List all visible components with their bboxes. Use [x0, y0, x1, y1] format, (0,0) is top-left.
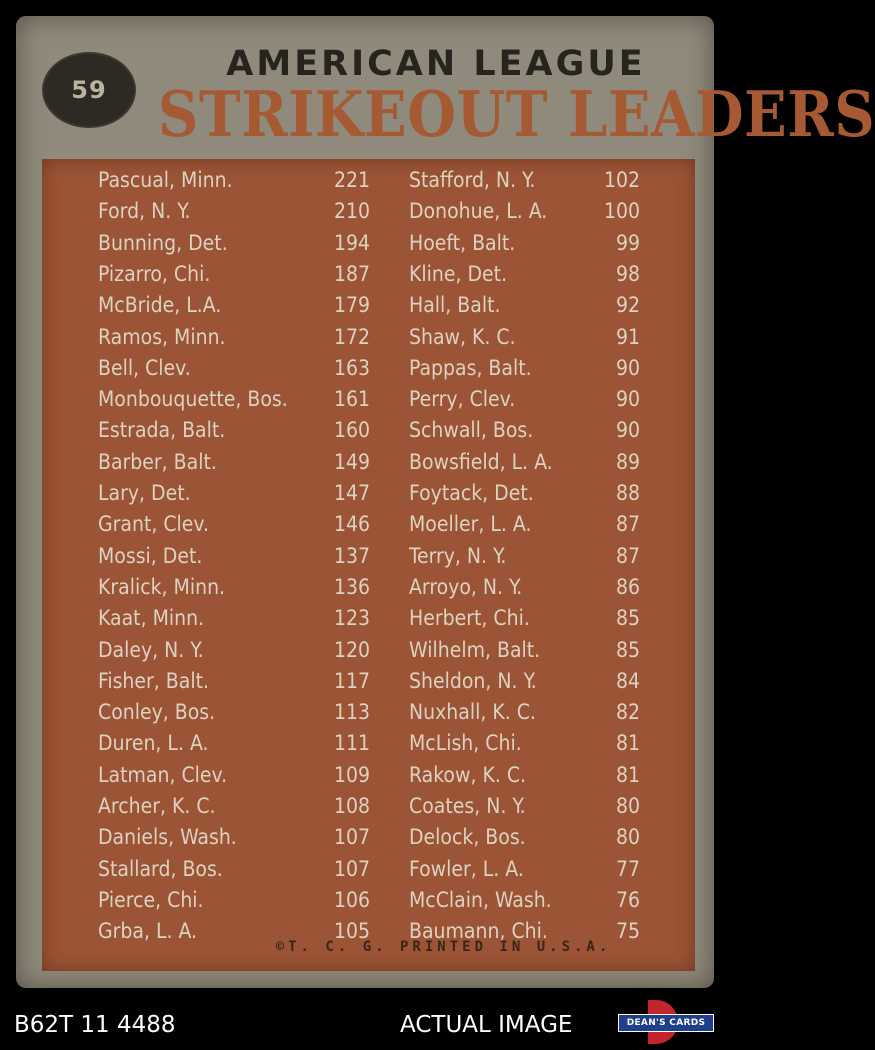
pitcher-name-left: Pascual, Minn. [98, 168, 233, 192]
strikeouts-right: 80 [615, 825, 640, 850]
pitcher-name-right: Foytack, Det. [409, 481, 534, 505]
pitcher-name-left: Bunning, Det. [98, 230, 228, 255]
pitcher-name-left: Ramos, Minn. [98, 324, 226, 349]
pitcher-name-left: Daley, N. Y. [98, 637, 204, 662]
strikeouts-right: 92 [615, 293, 640, 318]
pitcher-name-left: Grant, Clev. [98, 512, 209, 537]
strikeouts-right: 76 [615, 887, 640, 912]
pitcher-name-right: Moeller, L. A. [409, 512, 532, 537]
strikeouts-left: 106 [333, 887, 370, 912]
strikeouts-left: 107 [333, 825, 370, 850]
leader-row [42, 822, 695, 853]
league-heading: AMERICAN LEAGUE [226, 44, 646, 84]
leader-row [42, 196, 695, 227]
strikeouts-right: 98 [615, 261, 640, 286]
strikeouts-right: 77 [615, 856, 640, 881]
strikeouts-right: 87 [615, 543, 640, 568]
card-title: STRIKEOUT LEADERS [158, 78, 875, 152]
strikeouts-left: 147 [333, 481, 370, 505]
pitcher-name-left: Mossi, Det. [98, 543, 203, 568]
leader-row [42, 728, 695, 759]
strikeouts-right: 87 [615, 512, 640, 537]
card-number: 59 [71, 76, 107, 104]
strikeouts-left: 179 [333, 293, 370, 318]
strikeouts-left: 108 [333, 794, 370, 818]
leader-row [42, 290, 695, 321]
leader-row [42, 447, 695, 478]
inventory-id: B62T 11 4488 [14, 1012, 176, 1038]
strikeouts-left: 210 [333, 199, 370, 224]
strikeouts-left: 105 [333, 919, 370, 944]
strikeouts-left: 149 [333, 449, 370, 474]
pitcher-name-left: Pierce, Chi. [98, 887, 204, 912]
strikeouts-right: 88 [615, 481, 640, 505]
pitcher-name-left: Barber, Balt. [98, 449, 217, 474]
pitcher-name-left: Conley, Bos. [98, 700, 216, 725]
leader-row [42, 697, 695, 728]
pitcher-name-left: Monbouquette, Bos. [98, 387, 288, 412]
pitcher-name-left: Kralick, Minn. [98, 574, 226, 599]
strikeouts-left: 160 [333, 418, 370, 443]
strikeouts-left: 163 [333, 355, 370, 380]
strikeouts-left: 187 [333, 261, 370, 286]
pitcher-name-right: Sheldon, N. Y. [409, 668, 537, 693]
pitcher-name-left: Archer, K. C. [98, 794, 216, 818]
pitcher-name-left: Fisher, Balt. [98, 668, 209, 693]
strikeouts-left: 146 [333, 512, 370, 537]
leader-row [42, 635, 695, 666]
strikeouts-left: 136 [333, 574, 370, 599]
leader-row [42, 854, 695, 885]
strikeouts-right: 75 [615, 919, 640, 944]
pitcher-name-left: Stallard, Bos. [98, 856, 223, 881]
leader-row [42, 259, 695, 290]
pitcher-name-right: Nuxhall, K. C. [409, 700, 536, 725]
strikeouts-right: 82 [615, 700, 640, 725]
leader-row [42, 165, 695, 196]
pitcher-name-left: Pizarro, Chi. [98, 261, 211, 286]
pitcher-name-left: Grba, L. A. [98, 919, 198, 944]
strikeouts-left: 111 [333, 731, 370, 756]
strikeouts-right: 99 [615, 230, 640, 255]
pitcher-name-right: Hoeft, Balt. [409, 230, 516, 255]
strikeouts-right: 84 [615, 668, 640, 693]
strikeouts-right: 85 [615, 637, 640, 662]
pitcher-name-left: Duren, L. A. [98, 731, 209, 756]
leader-row [42, 384, 695, 415]
pitcher-name-left: Daniels, Wash. [98, 825, 237, 850]
logo-text: DEAN'S CARDS [618, 1014, 714, 1032]
actual-image-label: ACTUAL IMAGE [400, 1012, 573, 1038]
strikeouts-right: 90 [615, 387, 640, 412]
pitcher-name-right: Wilhelm, Balt. [409, 637, 541, 662]
strikeouts-right: 102 [603, 168, 640, 192]
strikeouts-right: 81 [615, 762, 640, 787]
pitcher-name-right: Fowler, L. A. [409, 856, 524, 881]
leader-row [42, 572, 695, 603]
pitcher-name-right: Schwall, Bos. [409, 418, 534, 443]
deans-cards-logo [618, 1000, 714, 1046]
strikeouts-right: 100 [603, 199, 640, 224]
strikeouts-left: 137 [333, 543, 370, 568]
pitcher-name-left: Bell, Clev. [98, 355, 191, 380]
pitcher-name-right: Pappas, Balt. [409, 355, 532, 380]
copyright-line: ©T. C. G. PRINTED IN U.S.A. [275, 939, 612, 955]
strikeouts-right: 86 [615, 574, 640, 599]
pitcher-name-right: Rakow, K. C. [409, 762, 527, 787]
strikeouts-right: 90 [615, 355, 640, 380]
strikeouts-left: 113 [333, 700, 370, 725]
strikeouts-left: 194 [333, 230, 370, 255]
pitcher-name-left: Estrada, Balt. [98, 418, 226, 443]
strikeouts-left: 109 [333, 762, 370, 787]
pitcher-name-right: Kline, Det. [409, 261, 508, 286]
strikeouts-left: 120 [333, 637, 370, 662]
leader-row [42, 415, 695, 446]
strikeouts-right: 81 [615, 731, 640, 756]
strikeouts-left: 123 [333, 606, 370, 631]
pitcher-name-left: Latman, Clev. [98, 762, 228, 787]
leader-row [42, 509, 695, 540]
card-back [16, 16, 875, 988]
strikeouts-right: 89 [615, 449, 640, 474]
leader-row [42, 885, 695, 916]
pitcher-name-right: Shaw, K. C. [409, 324, 516, 349]
pitcher-name-left: Kaat, Minn. [98, 606, 205, 631]
pitcher-name-right: Baumann, Chi. [409, 919, 548, 944]
strikeouts-right: 90 [615, 418, 640, 443]
leader-row [42, 322, 695, 353]
pitcher-name-left: Ford, N. Y. [98, 199, 191, 224]
pitcher-name-right: Stafford, N. Y. [409, 168, 536, 192]
pitcher-name-left: McBride, L.A. [98, 293, 222, 318]
leader-row [42, 228, 695, 259]
leader-row [42, 760, 695, 791]
pitcher-name-right: McLish, Chi. [409, 731, 522, 756]
pitcher-name-right: Delock, Bos. [409, 825, 526, 850]
leader-row [42, 603, 695, 634]
leader-row [42, 353, 695, 384]
strikeouts-left: 117 [333, 668, 370, 693]
pitcher-name-right: Hall, Balt. [409, 293, 501, 318]
strikeouts-left: 172 [333, 324, 370, 349]
strikeouts-right: 85 [615, 606, 640, 631]
card-number-badge [44, 54, 134, 126]
leader-row [42, 791, 695, 822]
pitcher-name-right: Perry, Clev. [409, 387, 516, 412]
strikeouts-right: 91 [615, 324, 640, 349]
pitcher-name-right: Herbert, Chi. [409, 606, 530, 631]
pitcher-name-left: Lary, Det. [98, 481, 191, 505]
leader-row [42, 666, 695, 697]
leaders-table [42, 159, 695, 971]
pitcher-name-right: Terry, N. Y. [409, 543, 507, 568]
pitcher-name-right: Arroyo, N. Y. [409, 574, 523, 599]
pitcher-name-right: Bowsfield, L. A. [409, 449, 553, 474]
strikeouts-left: 161 [333, 387, 370, 412]
pitcher-name-right: McClain, Wash. [409, 887, 552, 912]
strikeouts-left: 221 [333, 168, 370, 192]
strikeouts-right: 80 [615, 794, 640, 818]
strikeouts-left: 107 [333, 856, 370, 881]
leader-row [42, 478, 695, 509]
pitcher-name-right: Coates, N. Y. [409, 794, 526, 818]
leader-row [42, 541, 695, 572]
pitcher-name-right: Donohue, L. A. [409, 199, 548, 224]
